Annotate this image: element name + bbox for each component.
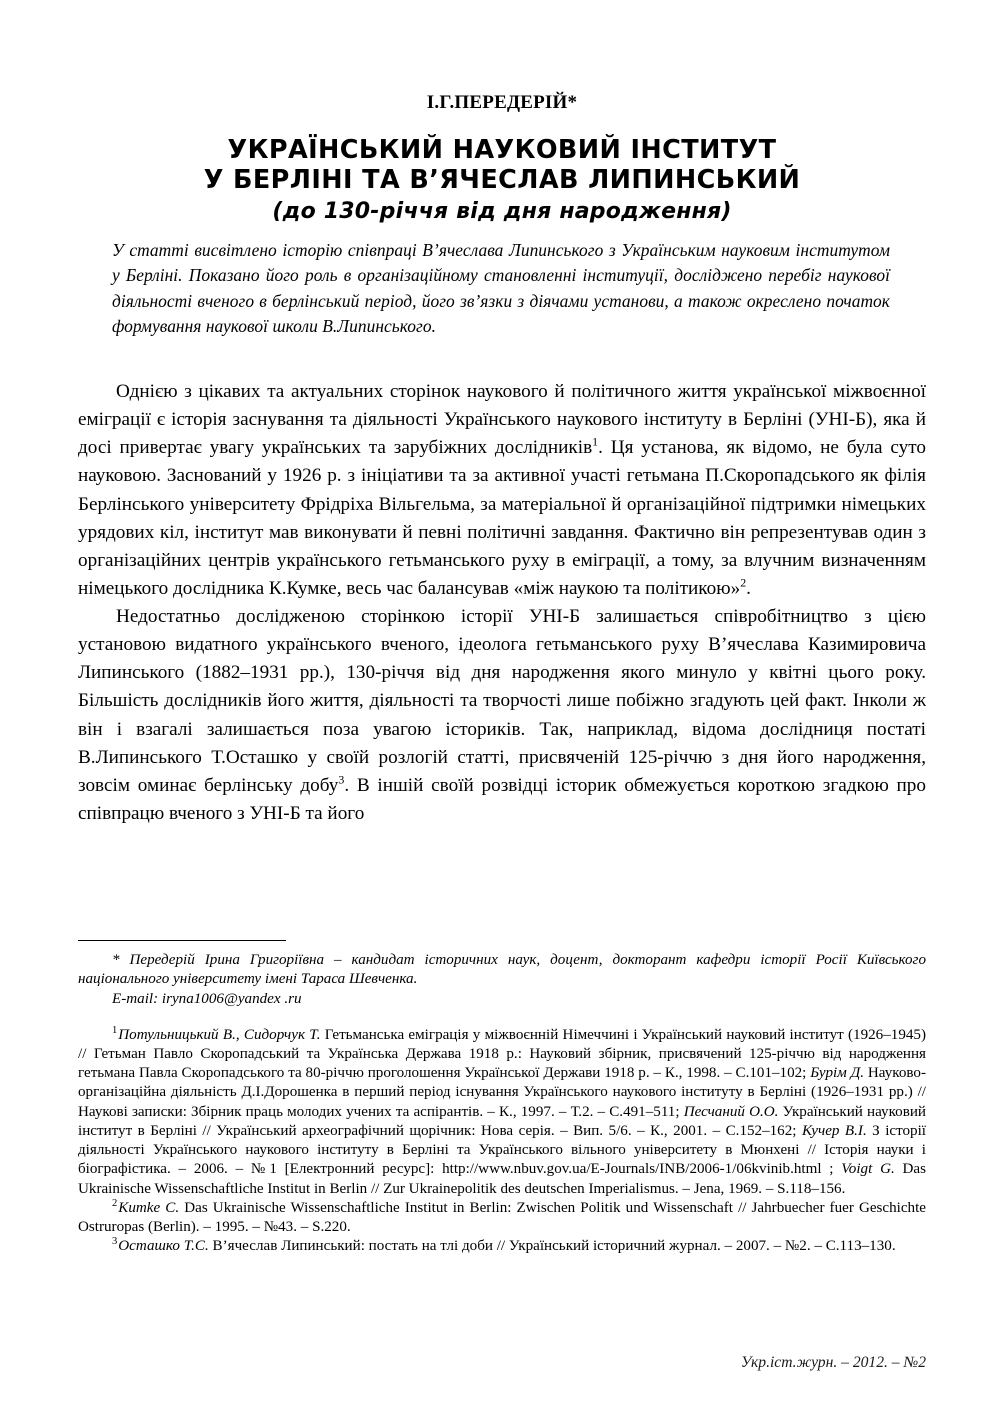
footnote-ref-2[interactable]: 2: [740, 575, 747, 590]
footnote-3: [78, 1237, 926, 1256]
email-address[interactable]: iryna1006@yandex .ru: [161, 991, 302, 1008]
body-paragraph-2: [78, 603, 926, 828]
footnote-2: [78, 1199, 926, 1237]
footnotes-block: [78, 951, 926, 1257]
footnote-1-text-c: Український науковий інститут в Берліні // Український археографічний щорічник: Нова серія. – Вип. 5/6. – К., 2001. – С.152–162;: [78, 1103, 926, 1139]
footnote-1-text-e: Das Ukrainische Wissenschaftliche Institut in Berlin // Zur Ukrainepolitik des deutschen Imperialismus. – Jena, 1969. – S.118–156.: [78, 1161, 926, 1197]
footnote-email-line: [78, 990, 926, 1009]
footnote-author-affiliation: – кандидат історичних наук, доцент, докторант кафедри історії Росії Київського національного університету імені Тараса Шевченка.: [78, 952, 926, 988]
footnote-1-marker: 1: [112, 1024, 118, 1036]
footnote-3-text: В’ячеслав Липинський: постать на тлі доби // Український історичний журнал. – 2007. – №2. – С.113–130.: [208, 1238, 896, 1255]
footnote-1-author-a: Потульницький В., Сидорчук Т.: [118, 1026, 321, 1043]
title-block: [78, 92, 926, 224]
footnote-1-author-c: Песчаний О.О.: [683, 1103, 779, 1120]
footnote-ref-1[interactable]: 1: [592, 434, 599, 449]
title-line-2: У БЕРЛІНІ ТА В’ЯЧЕСЛАВ ЛИПИНСЬКИЙ: [203, 164, 801, 195]
footnote-author-note: [78, 951, 926, 989]
author-name: І.Г.ПЕРЕДЕРІЙ*: [426, 92, 578, 113]
footnote-2-marker: 2: [112, 1197, 118, 1209]
footnote-1-author-e: Voigt G.: [841, 1161, 895, 1178]
paragraph-1-segment-1: Однією з цікавих та актуальних сторінок наукового й політичного життя української міжвоєнної еміграції є історія заснування та діяльності Українського наукового інституту в Берліні (УНІ-Б), яка й досі привертає увагу українських та зарубіжних дослідників: [78, 381, 926, 459]
footnote-1-author-b: Бурім Д.: [810, 1065, 865, 1082]
footnote-1-text-a: Гетьманська еміграція у міжвоєнній Німеччині і Український науковий інститут (1926–1945) // Гетьман Павло Скоропадський та Українська Держава 1918 р.: Науковий збірник, присвячений 125-річчю від народження гетьмана Павла Скоропадського та 80-річчю проголошення Української Держави 1918 р. – К., 1998. – С.101–102;: [78, 1026, 926, 1082]
footnote-3-author: Осташко Т.С.: [118, 1238, 209, 1255]
email-label: E-mail:: [112, 991, 159, 1008]
footnote-1-text-b: Науково-організаційна діяльність Д.І.Дорошенка в перший період існування Українського наукового інституту в Берліні (1926–1931 рр.) // Наукові записки: Збірник праць молодих учених та аспірантів. – К., 1997. – Т.2. – С.491–511;: [78, 1065, 926, 1120]
page-footer: Укр.іст.журн. – 2012. – №2: [740, 1354, 926, 1371]
paragraph-2-segment-2: . В іншій своїй розвідці історик обмежується короткою згадкою про співпрацю вченого з УНІ-Б та його: [78, 774, 926, 824]
page-title: [78, 136, 926, 224]
footnote-1: [78, 1026, 926, 1199]
footnote-separator-rule: [78, 940, 286, 941]
footnote-2-text: Das Ukrainische Wissenschaftliche Institut in Berlin: Zwischen Politik und Wissenschaft // Jahrbuecher fuer Geschichte Ostruropas (Berlin). – 1995. – №43. – S.220.: [78, 1199, 927, 1236]
footnote-3-marker: 3: [112, 1236, 118, 1248]
title-line-1: УКРАЇНСЬКИЙ НАУКОВИЙ ІНСТИТУТ: [227, 135, 777, 165]
body-paragraph-1: [78, 378, 926, 603]
footnote-2-author: Kumke C.: [118, 1199, 180, 1216]
footnote-1-text-d: З історії діяльності Українського наукового інституту в Берліні та Українського вільного університету в Мюнхені // Історія науки і біографістика. – 2006. – №1 [Електронний ресурс]: http://www.nbuv.gov.ua/E-Journals/INB/2006-1/06kvinib.html ;: [78, 1122, 926, 1178]
body-text: [78, 378, 926, 828]
paragraph-2-segment-1: Недостатньо дослідженою сторінкою історії УНІ-Б залишається співробітництво з цією установою видатного українського вченого, ідеолога гетьманського руху В’ячеслава Казимировича Липинського (1882–1931 рр.), 130-річчя від дня народження якого минуло у квітні цього року. Більшість дослідників його життя, діяльності та творчості лише побіжно згадують цей факт. Інколи ж він і взагалі залишається поза увагою істориків. Так, наприклад, відома дослідниця постаті В.Липинського Т.Осташко у своїй розлогій статті, присвяченій 125-річчю з дня його народження, зовсім оминає берлінську добу: [78, 606, 926, 796]
footnote-1-author-d: Кучер В.І.: [801, 1122, 867, 1139]
paragraph-1-segment-2: . Ця установа, як відомо, не була суто науковою. Заснований у 1926 р. з ініціативи та за активної участі гетьмана П.Скоропадського як філія Берлінського університету Фрідріха Вільгельма, за матеріальної й організаційної підтримки німецьких урядових кіл, інститут мав виконувати й певні політичні завдання. Фактично він репрезентував один з організаційних центрів українського гетьманського руху в еміграції, а тому, за влучним визначенням німецького дослідника К.Кумке, весь час балансував «між наукою та політикою»: [78, 437, 926, 599]
article-subtitle: (до 130-річчя від дня народження): [272, 198, 732, 224]
paragraph-1-segment-3: .: [746, 577, 751, 599]
footnote-ref-3[interactable]: 3: [338, 772, 345, 787]
footnote-author-name: Передерій Ірина Григоріївна: [129, 952, 325, 968]
abstract-text: У статті висвітлено історію співпраці В’ячеслава Липинського з Українським науковим інститутом у Берліні. Показано його роль в організаційному становленні інституції, досліджено перебіг наукової діяльності вченого в берлінський період, його зв’язки з діячами установи, а також окреслено початок формування наукової школи В.Липинського.: [112, 240, 890, 336]
footnote-star-marker: *: [112, 952, 120, 968]
